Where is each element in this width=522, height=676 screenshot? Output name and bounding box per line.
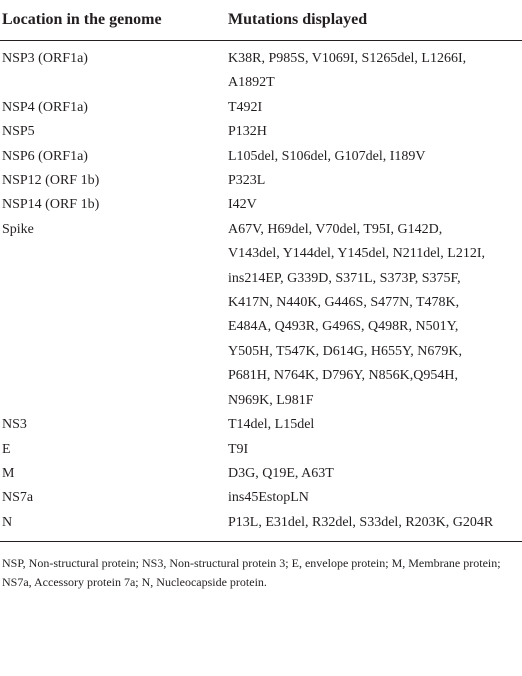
table-row <box>0 462 522 486</box>
cell-location: NSP5 <box>2 124 35 140</box>
cell-location: N <box>2 514 13 530</box>
table-body <box>0 41 522 541</box>
cell-mutations: P323L <box>228 173 266 189</box>
cell-location: NS7a <box>2 490 34 506</box>
cell-location: NS3 <box>2 417 27 433</box>
table-footnote: NSP, Non-structural protein; NS3, Non-structural protein 3; E, envelope protein; M, Membrane protein; NS7a, Accessory protein 7a; N, Nucleocapside protein. <box>2 556 501 590</box>
cell-mutations: T14del, L15del <box>228 417 315 433</box>
cell-mutations: D3G, Q19E, A63T <box>228 465 334 481</box>
cell-mutations: P13L, E31del, R32del, S33del, R203K, G204R <box>228 514 494 530</box>
cell-location: E <box>2 441 11 457</box>
cell-location: NSP3 (ORF1a) <box>2 51 88 66</box>
table-row <box>0 145 522 169</box>
cell-mutations: L105del, S106del, G107del, I189V <box>228 148 426 164</box>
cell-location: Spike <box>2 221 34 237</box>
table-row <box>0 120 522 144</box>
cell-mutations: A67V, H69del, V70del, T95I, G142D, V143del, Y144del, Y145del, N211del, L212I, ins214EP, G339D, S371L, S373P, S375F, K417N, N440K, G446S, S477N, T478K, E484A, Q493R, G496S, Q498R, N501Y, Y505H, T547K, D614G, H655Y, N679K, P681H, N764K, D796Y, N856K,Q954H, N969K, L981F <box>228 221 486 408</box>
cell-location: NSP4 (ORF1a) <box>2 99 88 115</box>
cell-location: NSP14 (ORF 1b) <box>2 197 100 213</box>
table-row <box>0 193 522 217</box>
cell-mutations: P132H <box>228 124 267 140</box>
table-row <box>0 438 522 462</box>
table-header <box>0 0 522 40</box>
cell-mutations: T9I <box>228 441 249 457</box>
table-row <box>0 169 522 193</box>
table-row <box>0 413 522 437</box>
header-mutations: Mutations displayed <box>228 11 368 28</box>
cell-mutations: K38R, P985S, V1069I, S1265del, L1266I, A1892T <box>228 51 467 91</box>
table-row <box>0 511 522 535</box>
cell-location: M <box>2 465 15 481</box>
header-location: Location in the genome <box>2 11 162 28</box>
table-row <box>0 47 522 96</box>
cell-location: NSP12 (ORF 1b) <box>2 173 100 189</box>
cell-mutations: ins45EstopLN <box>228 490 309 506</box>
cell-mutations: T492I <box>228 99 263 115</box>
table-row <box>0 96 522 120</box>
cell-mutations: I42V <box>228 197 257 213</box>
table-row <box>0 218 522 413</box>
cell-location: NSP6 (ORF1a) <box>2 148 88 164</box>
table-row <box>0 486 522 510</box>
